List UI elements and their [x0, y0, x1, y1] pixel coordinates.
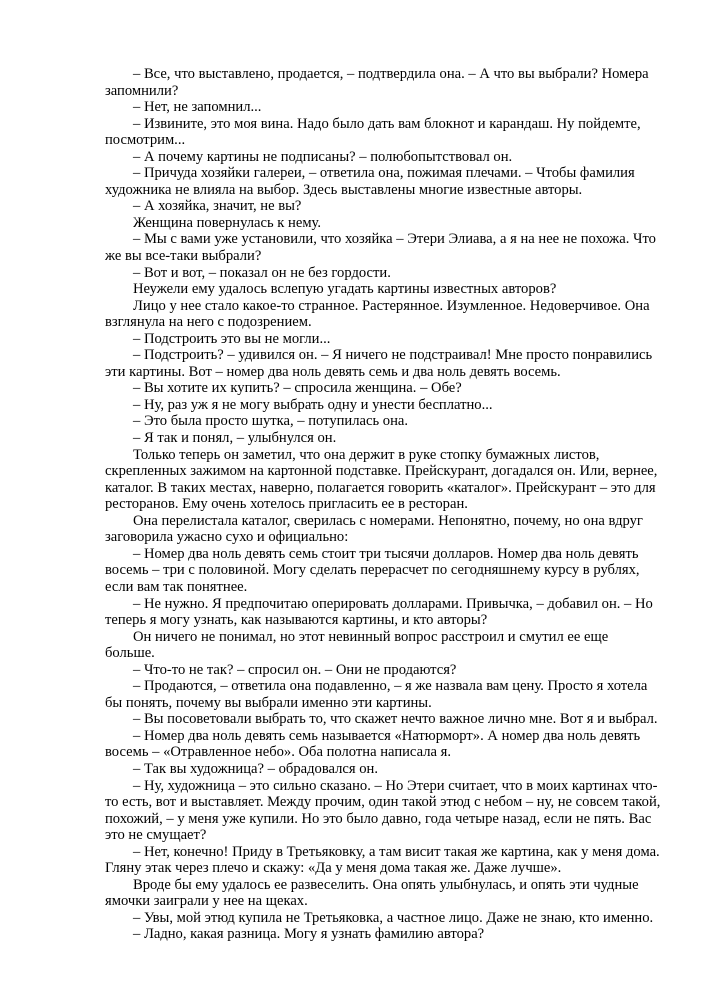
paragraph: – Вы хотите их купить? – спросила женщина. – Обе? [133, 380, 462, 397]
paragraph: – Номер два ноль девять семь называется «Натюрморт». А номер два ноль девять восемь – «Отравленное небо». Оба полотна написала я. [105, 727, 641, 761]
paragraph: – Что-то не так? – спросил он. – Они не продаются? [133, 661, 457, 678]
paragraph: Лицо у нее стало какое-то странное. Растерянное. Изумленное. Недоверчивое. Она взглянула на него с подозрением. [105, 297, 650, 331]
paragraph: – Вы посоветовали выбрать то, что скажет нечто важное лично мне. Вот я и выбрал. [133, 711, 658, 728]
paragraph: – Подстроить это вы не могли... [133, 330, 331, 347]
paragraph: – А почему картины не подписаны? – полюбопытствовал он. [133, 148, 513, 165]
paragraph: – Номер два ноль девять семь стоит три тысячи долларов. Номер два ноль девять восемь – три с половиной. Могу сделать перерасчет по сегодняшнему курсу в рублях, если вам так понятнее. [105, 545, 640, 595]
paragraph: – Мы с вами уже установили, что хозяйка – Этери Элиава, а я на нее не похожа. Что же вы все-таки выбрали? [105, 231, 656, 265]
paragraph: – Так вы художница? – обрадовался он. [133, 760, 378, 777]
paragraph: – Извините, это моя вина. Надо было дать вам блокнот и карандаш. Ну пойдемте, посмотрим... [105, 115, 641, 149]
paragraph: Только теперь он заметил, что она держит в руке стопку бумажных листов, скрепленных зажимом на картонной подставке. Прейскурант, догадался он. Или, вернее, каталог. В таких местах, наверно, полагается говорить «каталог». Прейскурант – это для ресторанов. Ему очень хотелось пригласить ее в ресторан. [105, 446, 658, 513]
paragraph: Женщина повернулась к нему. [133, 214, 322, 231]
paragraph: Вроде бы ему удалось ее развеселить. Она опять улыбнулась, и опять эти чудные ямочки заиграли у нее на щеках. [105, 876, 639, 910]
paragraph: – А хозяйка, значит, не вы? [133, 198, 302, 215]
paragraph: – Ладно, какая разница. Могу я узнать фамилию автора? [133, 926, 485, 943]
paragraph: – Ну, художница – это сильно сказано. – Но Этери считает, что в моих картинах что-то есть, вот и выставляет. Между прочим, один такой этюд с небом – ну, не совсем такой, похожий, – у меня уже купили. Но это было давно, года четыре назад, если не пять. Вас это не смущает? [105, 777, 661, 844]
paragraph: – Продаются, – ответила она подавленно, – я же назвала вам цену. Просто я хотела бы понять, почему вы выбрали именно эти картины. [105, 678, 648, 711]
paragraph: – Причуда хозяйки галереи, – ответила она, пожимая плечами. – Чтобы фамилия художника не влияла на выбор. Здесь выставлены многие известные авторы. [105, 165, 635, 198]
paragraph: – Нет, не запомнил... [133, 99, 262, 116]
paragraph: Он ничего не понимал, но этот невинный вопрос расстроил и смутил ее еще больше. [105, 628, 609, 662]
paragraph: – Все, что выставлено, продается, – подтвердила она. – А что вы выбрали? Номера запомнили? [105, 66, 649, 99]
paragraph: – Я так и понял, – улыбнулся он. [133, 430, 337, 447]
paragraph: – Увы, мой этюд купила не Третьяковка, а частное лицо. Даже не знаю, кто именно. [133, 909, 654, 926]
paragraph: – Не нужно. Я предпочитаю оперировать долларами. Привычка, – добавил он. – Но теперь я могу узнать, как называются картины, и кто авторы? [105, 595, 653, 629]
paragraph: – Нет, конечно! Приду в Третьяковку, а там висит такая же картина, как у меня дома. Гляну этак через плечо и скажу: «Да у меня дома такая же. Даже лучше». [105, 843, 660, 877]
paragraph: – Подстроить? – удивился он. – Я ничего не подстраивал! Мне просто понравились эти картины. Вот – номер два ноль девять семь и два ноль девять восемь. [105, 347, 653, 380]
paragraph: – Ну, раз уж я не могу выбрать одну и унести бесплатно... [133, 396, 493, 413]
page-text [105, 66, 661, 943]
paragraph: Неужели ему удалось вслепую угадать картины известных авторов? [133, 281, 557, 298]
paragraph: – Это была просто шутка, – потупилась она. [133, 413, 409, 430]
paragraph: – Вот и вот, – показал он не без гордости. [133, 264, 391, 281]
paragraph: Она перелистала каталог, сверилась с номерами. Непонятно, почему, но она вдруг заговорила ужасно сухо и официально: [105, 512, 643, 546]
